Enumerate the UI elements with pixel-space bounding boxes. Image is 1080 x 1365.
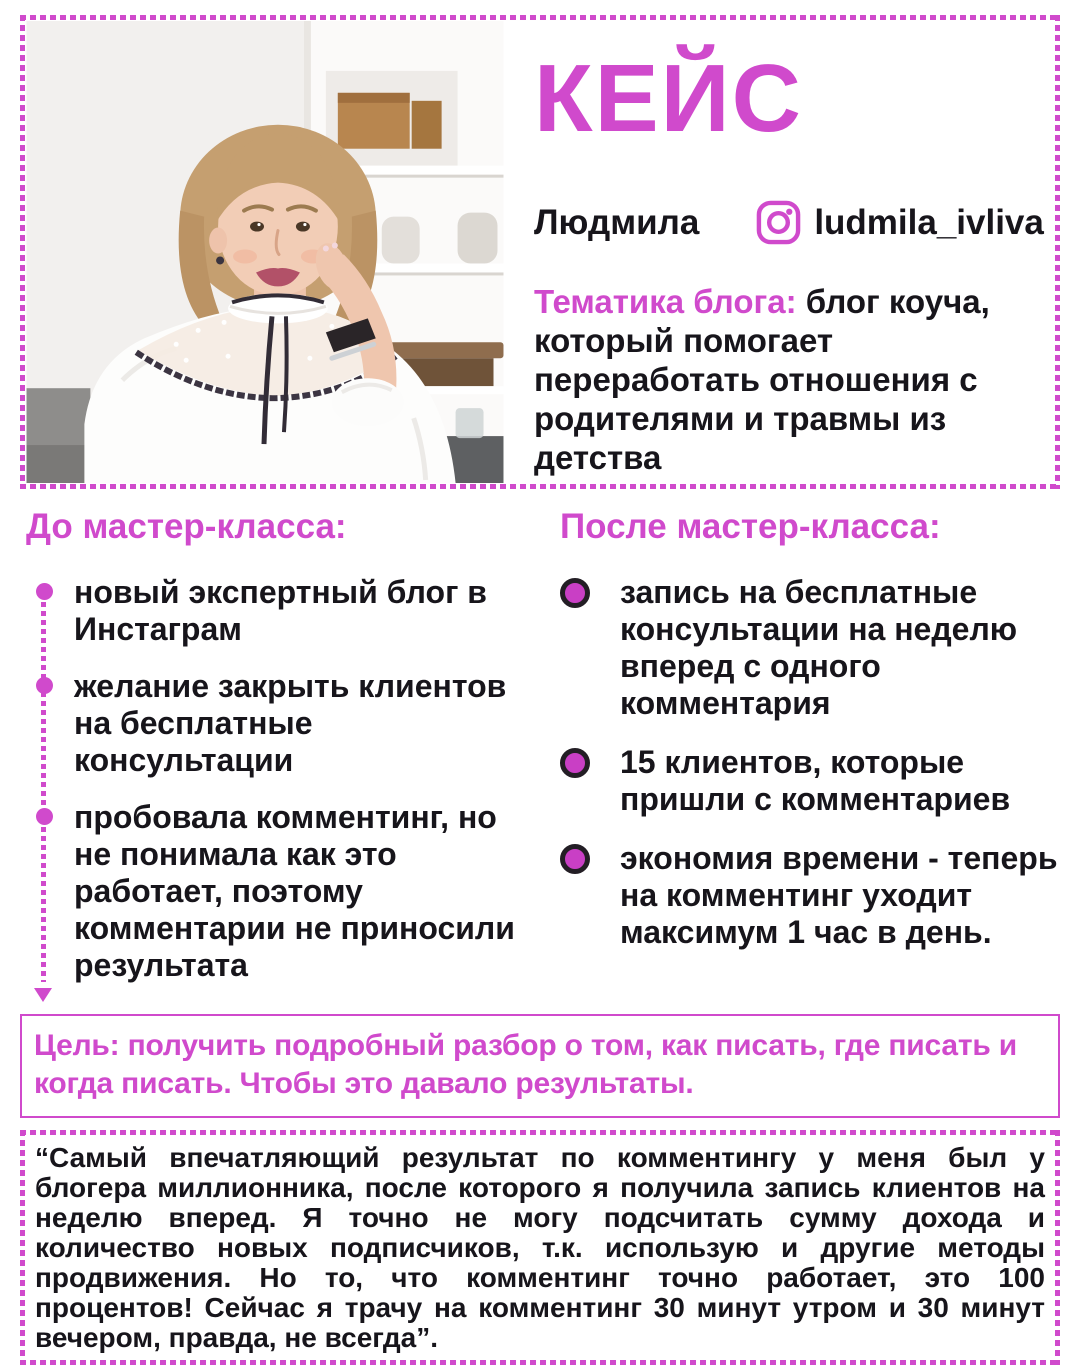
page-title: КЕЙС <box>534 45 803 152</box>
list-item: экономия времени - теперь на комментинг уходит максимум 1 час в день. <box>560 840 1060 951</box>
before-after-section <box>20 509 1060 1006</box>
before-column <box>20 509 536 1006</box>
after-list <box>560 574 1060 951</box>
blog-topic <box>534 282 1054 477</box>
person-name: Людмила <box>534 202 700 242</box>
hero-info <box>504 21 1054 483</box>
portrait-photo <box>26 21 504 483</box>
testimonial-box <box>20 1130 1060 1365</box>
hero-section <box>20 15 1060 489</box>
after-heading: После мастер-класса: <box>560 507 941 546</box>
goal-box <box>20 1014 1060 1118</box>
blog-topic-text: блог коуча, который помогает переработать отношения с родителями и травмы из детства <box>534 283 990 476</box>
list-item: желание закрыть клиентов на бесплатные консультации <box>74 668 536 779</box>
list-item: новый экспертный блог в Инстаграм <box>74 574 536 648</box>
goal-label: Цель: <box>34 1028 120 1062</box>
portrait-illustration <box>26 21 504 483</box>
goal-text: получить подробный разбор о том, как писать, где писать и когда писать. Чтобы это давало результаты. <box>34 1028 1017 1100</box>
instagram-handle: ludmila_ivliva <box>814 202 1044 242</box>
list-item: запись на бесплатные консультации на неделю вперед с одного комментария <box>560 574 1060 722</box>
profile-row <box>534 199 1054 246</box>
before-list <box>28 574 536 1002</box>
instagram-icon <box>755 199 802 246</box>
testimonial-quote: “Самый впечатляющий результат по комментингу у меня был у блогера миллионника, после которого я получила запись клиентов на неделю вперед. Я точно не могу подсчитать сумму дохода и количество новых подписчиков, т.к. использую и другие методы продвижения. Но то, что комментинг точно работает, это 100 процентов! Сейчас я трачу на комментинг 30 минут утром и 30 минут вечером, правда, не всегда”. <box>35 1141 1045 1353</box>
list-item: пробовала комментинг, но не понимала как это работает, поэтому комментарии не приносили результата <box>74 799 536 1002</box>
list-item: 15 клиентов, которые пришли с комментариев <box>560 744 1060 818</box>
blog-topic-label: Тематика блога: <box>534 283 797 320</box>
after-column <box>536 509 1060 1006</box>
before-heading: До мастер-класса: <box>26 507 347 546</box>
